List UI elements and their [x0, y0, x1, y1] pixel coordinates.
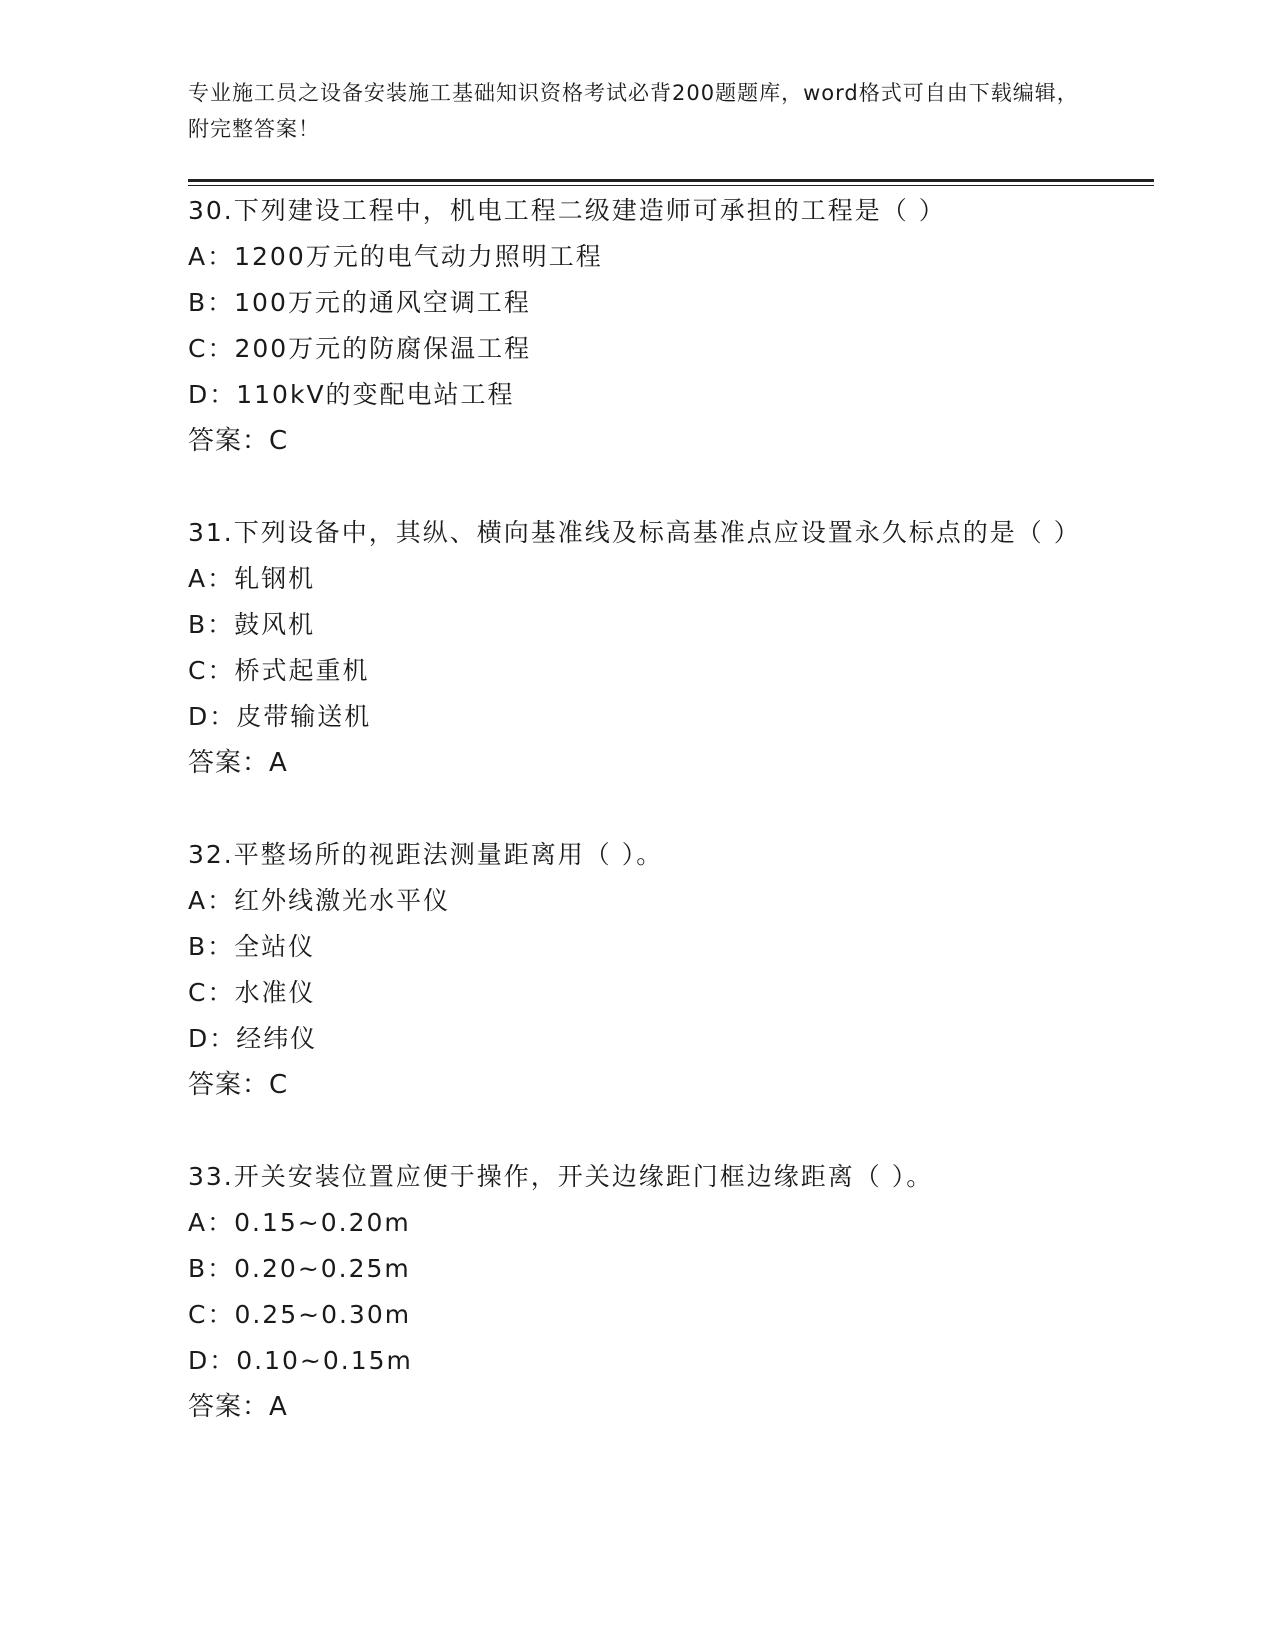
question-list — [188, 188, 1088, 1476]
option-d: D：110kV的变配电站工程 — [188, 380, 515, 409]
option-a: A：轧钢机 — [188, 564, 316, 593]
question-30 — [188, 188, 1088, 464]
question-stem: 31.下列设备中，其纵、横向基准线及标高基准点应设置永久标点的是（ ） — [188, 518, 1081, 547]
option-b: B：全站仪 — [188, 932, 316, 961]
header-divider-thin — [188, 185, 1154, 186]
option-d: D：皮带输送机 — [188, 702, 372, 731]
answer-key: 答案：A — [188, 748, 288, 778]
option-a: A：红外线激光水平仪 — [188, 886, 451, 915]
option-c: C：200万元的防腐保温工程 — [188, 334, 532, 363]
option-d: D：0.10~0.15m — [188, 1346, 413, 1375]
answer-key: 答案：C — [188, 1070, 289, 1100]
header-divider-thick — [188, 179, 1154, 182]
option-b: B：100万元的通风空调工程 — [188, 288, 531, 317]
option-b: B：鼓风机 — [188, 610, 316, 639]
option-c: C：桥式起重机 — [188, 656, 370, 685]
answer-key: 答案：C — [188, 426, 289, 456]
document-title: 专业施工员之设备安装施工基础知识资格考试必背200题题库，word格式可自由下载编辑，附完整答案！ — [188, 81, 1079, 141]
question-stem: 32.平整场所的视距法测量距离用（ ）。 — [188, 840, 664, 869]
question-31 — [188, 510, 1088, 786]
question-stem: 33.开关安装位置应便于操作，开关边缘距门框边缘距离（ ）。 — [188, 1162, 934, 1191]
option-c: C：水准仪 — [188, 978, 316, 1007]
option-a: A：0.15~0.20m — [188, 1208, 411, 1237]
question-32 — [188, 832, 1088, 1108]
answer-key: 答案：A — [188, 1392, 288, 1422]
option-d: D：经纬仪 — [188, 1024, 318, 1053]
question-33 — [188, 1154, 1088, 1430]
option-c: C：0.25~0.30m — [188, 1300, 412, 1329]
option-b: B：0.20~0.25m — [188, 1254, 411, 1283]
question-stem: 30.下列建设工程中，机电工程二级建造师可承担的工程是（ ） — [188, 196, 946, 225]
option-a: A：1200万元的电气动力照明工程 — [188, 242, 603, 271]
